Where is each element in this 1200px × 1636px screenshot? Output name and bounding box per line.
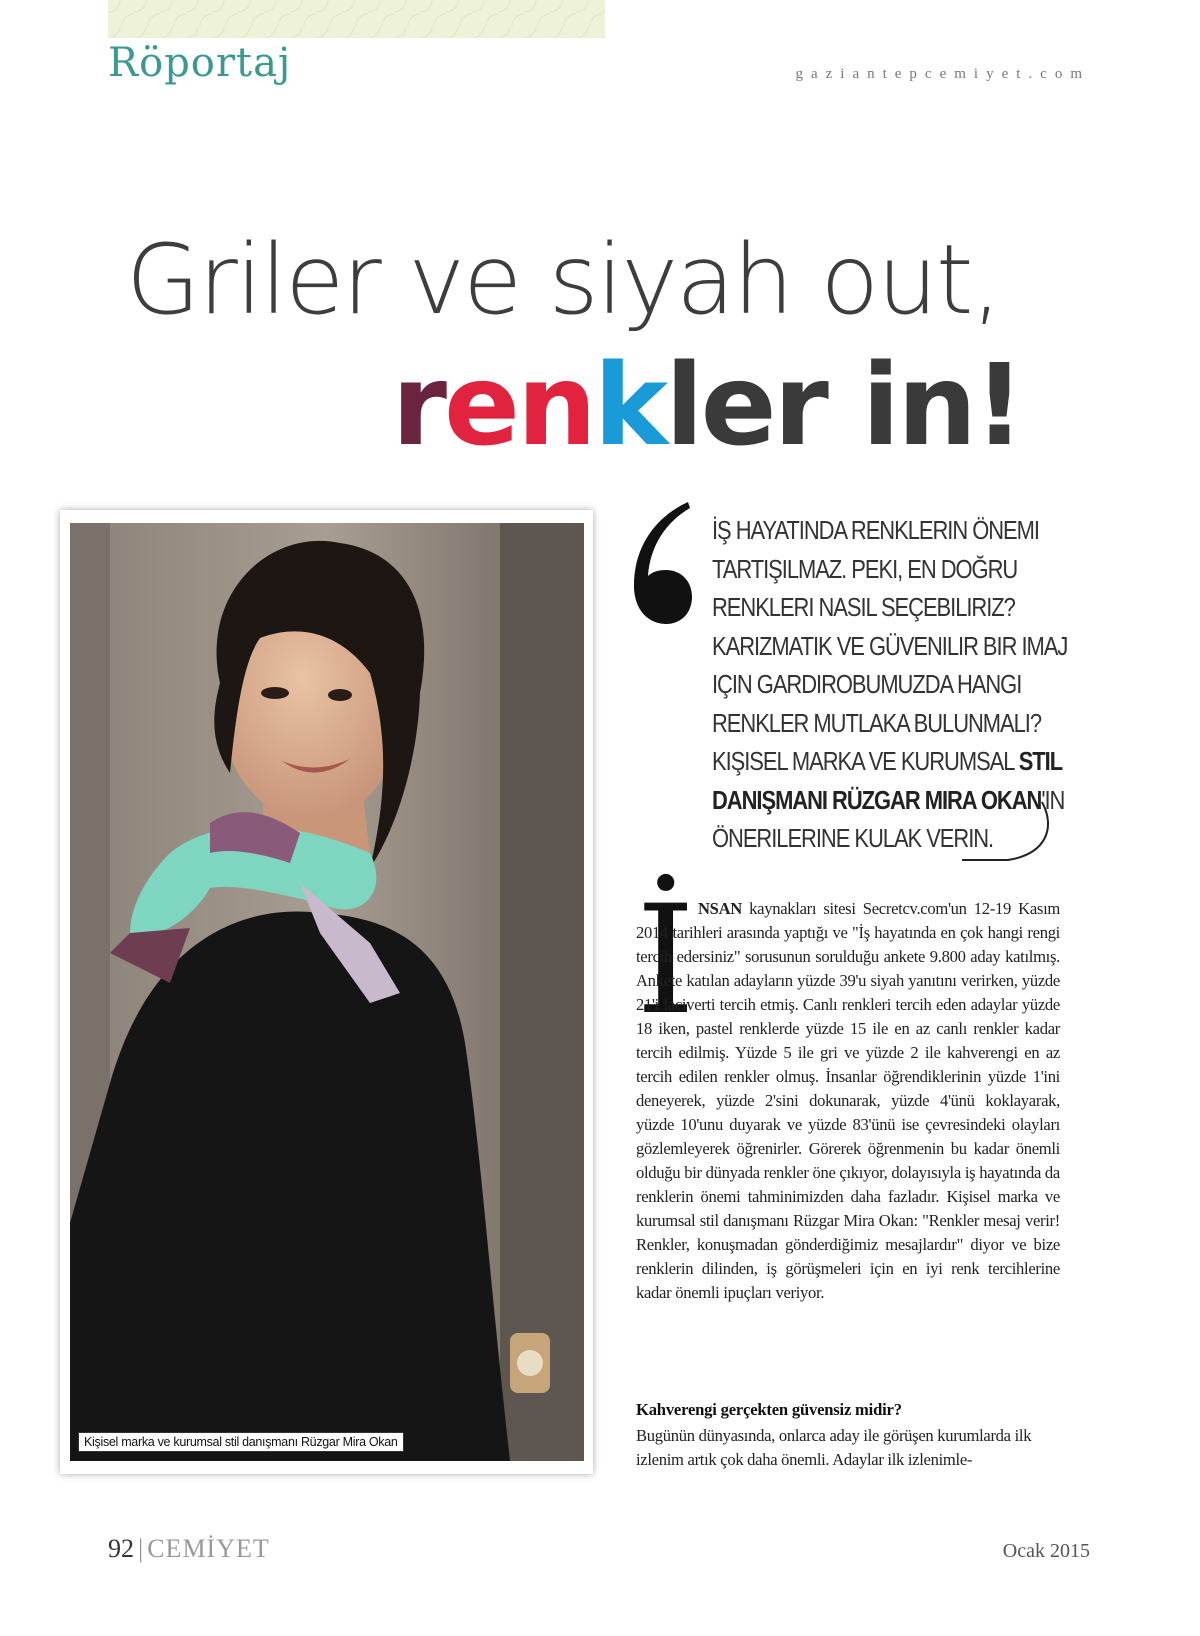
headline-letter-4: ler in! bbox=[665, 341, 1022, 471]
quote-closing-curve bbox=[960, 800, 1060, 862]
headline-letter-2: n bbox=[517, 341, 594, 471]
pull-quote-highlight: STIL DANIŞMANI RÜZGAR MIRA OKAN bbox=[712, 748, 1062, 815]
page-number: 92 bbox=[108, 1534, 134, 1563]
footer-date: Ocak 2015 bbox=[1002, 1540, 1090, 1562]
headline-line-1: Griler ve siyah out, bbox=[126, 224, 1001, 336]
headline-letter-0: r bbox=[391, 341, 445, 471]
footer-folio bbox=[108, 1534, 270, 1564]
lead-word: NSAN bbox=[698, 899, 742, 918]
quote-mark-icon bbox=[628, 500, 694, 626]
header-pattern bbox=[108, 0, 605, 38]
headline-letter-1: e bbox=[444, 341, 517, 471]
portrait-illustration bbox=[70, 523, 584, 1461]
headline-letter-3: k bbox=[593, 341, 666, 471]
article-subheading: Kahverengi gerçekten güvensiz midir? bbox=[636, 1400, 902, 1419]
drop-cap: İ bbox=[636, 874, 696, 1048]
pull-quote-text: İŞ HAYATINDA RENKLERIN ÖNEMI TARTIŞILMAZ. PEKI, EN DOĞRU RENKLERI NASIL SEÇEBILIRIZ? KARIZMATIK VE GÜVENILIR BIR IMAJ IÇIN GARDIROBUMUZDA HANGI RENKLER MUTLAKA BULUNMALI? KIŞISEL MARKA VE KURUMSAL bbox=[712, 517, 1068, 776]
pull-quote-text-end: 'IN ÖNERILERINE KULAK VERIN. bbox=[712, 786, 1065, 853]
footer-brand: CEMİYET bbox=[147, 1534, 270, 1563]
paragraph-1: kaynakları sitesi Secretcv.com'un 12-19 Kasım 2014 tarihleri arasında yaptığı ve "İş hayatında en çok hangi rengi tercih edersiniz" sorusunun sorulduğu ankete 9.800 aday katılmış. Ankete katılan adayların yüzde 39'u siyah yanıtını verirken, yüzde 21'i laciverti tercih etmiş. Canlı renkleri tercih eden adaylar yüzde 18 iken, pastel renklerde yüzde 15 ile en az canlı renkler kadar tercih edilmiş. Yüzde 5 ile gri ve yüzde 2 ile kahverengi en az tercih edilen renkler olmuş. İnsanlar öğrendiklerinin yüzde 1'ini deneyerek, yüzde 2'sini dokunarak, yüzde 4'ünü koklayarak, yüzde 10'unu duyarak ve yüzde 83'ünü ise çevresindeki olayları gözlemleyerek öğrenirler. Görerek öğrenmenin bu kadar önemli olduğu bir dünyada renkler öne çıkıyor, dolayısıyla iş hayatında da renklerin önemi tahminimizden daha fazladır. Kişisel marka ve kurumsal stil danışmanı Rüzgar Mira Okan: "Renkler mesaj verir! Renkler, konuşmadan gönderdiğimiz mesajlardır" diyor ve bize renklerin dilinden, iş görüşmeleri için en iyi renk tercihlerine kadar önemli ipuçları veriyor. bbox=[636, 899, 1060, 1302]
headline-line-2 bbox=[391, 341, 1022, 471]
portrait-photo bbox=[70, 523, 584, 1461]
article-body bbox=[636, 897, 1060, 1305]
section-title: Röportaj bbox=[108, 40, 292, 86]
photo-caption: Kişisel marka ve kurumsal stil danışmanı Rüzgar Mira Okan bbox=[78, 1432, 404, 1452]
paragraph-2: Bugünün dünyasında, onlarca aday ile görüşen kurumlarda ilk izlenim artık çok daha önemli. Adaylar ilk izlenimle- bbox=[636, 1426, 1032, 1469]
website-url[interactable]: gaziantepcemiyet.com bbox=[795, 66, 1090, 82]
footer-separator: | bbox=[138, 1534, 144, 1563]
